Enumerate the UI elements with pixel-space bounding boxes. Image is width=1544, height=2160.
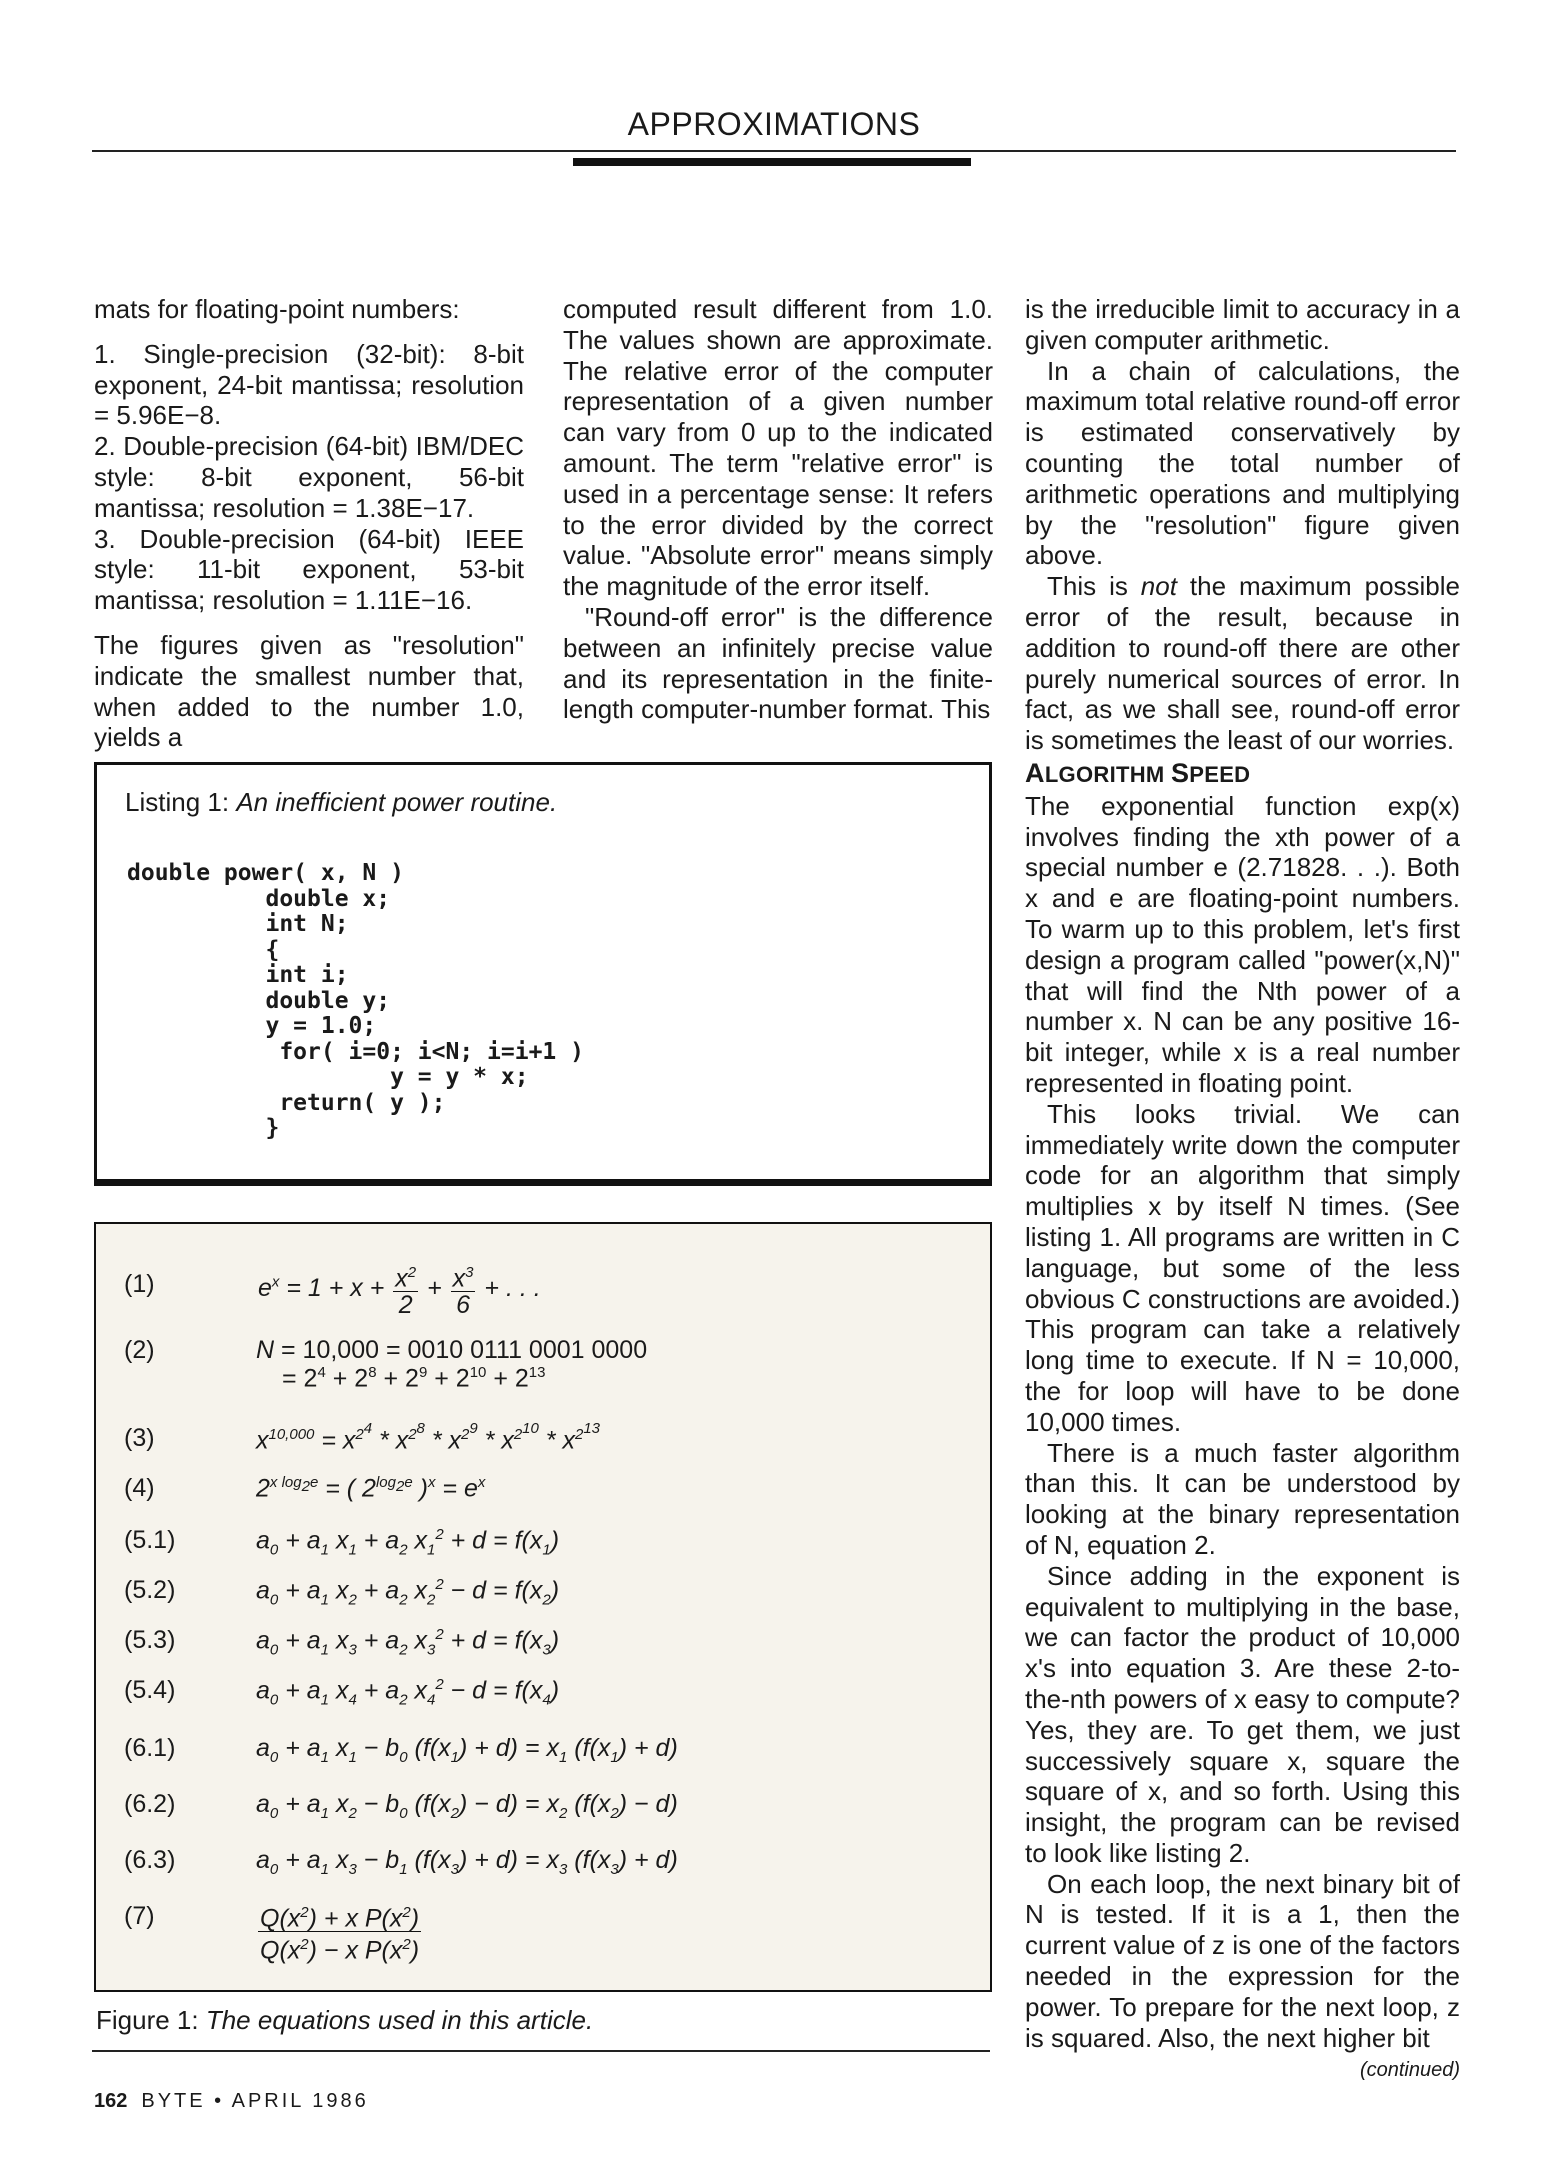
listing-code: double power( x, N ) double x; int N; { int i; double y; y = 1.0; for( i=0; i<N; i=i+1 ) y = y * x; return( y ); } [127,860,584,1141]
paragraph: This is not the maximum possible error of the result, because in addition to round-off there are other purely numerical sources of error. In fact, as we shall see, round-off error is sometimes the least of our worries. [1025,571,1460,756]
equation-number: (5.1) [124,1526,176,1554]
list-item: 1. Single-precision (32-bit): 8-bit exponent, 24-bit mantissa; resolution = 5.96E−8. [94,338,524,431]
continued-note: (continued) [1359,2059,1460,2082]
footer-rule [92,2050,990,2052]
column-4 [1025,758,1460,2086]
equation-number: (7) [124,1902,155,1930]
paragraph: "Round-off error" is the difference between an infinitely precise value and its representation in the finite-length computer-number format. This [563,601,993,725]
listing-1-box [94,762,992,1186]
emphasis: not [1140,571,1177,602]
publication-line: BYTE • APRIL 1986 [141,2090,369,2112]
paragraph: Since adding in the exponent is equivalent to multiplying in the base, we can factor the product of 10,000 x's into equation 3. Are these 2-to-the-nth powers of x easy to compute? Yes, they are. To get them, we just successively square x, square the square of x, and so forth. Using this insight, the program can be revised to look like listing 2. [1025,1560,1460,1868]
equation-number: (5.4) [124,1676,176,1704]
column-2 [563,294,993,725]
section-heading: ALGORITHM SPEED [1025,758,1251,788]
paragraph: computed result different from 1.0. The values shown are approximate. The relative error of the computer representation of a given number can vary from 0 up to the indicated amount. The term "relative error" is used in a percentage sense: It refers to the error divided by the correct value. "Absolute error" means simply the magnitude of the error itself. [563,294,993,602]
paragraph: The figures given as "resolution" indicate the smallest number that, when added to the number 1.0, yields a [94,629,524,753]
equation-number: (6.1) [124,1734,176,1762]
paragraph: is the irreducible limit to accuracy in a given computer arithmetic. [1025,294,1460,355]
figure-1-box: (1) $e^x = 1 + x$ + $\frac{x^2}{2}$ + $\frac{x^3}{6}$ + . . . (2) N = 10,000 = 0010 0111 0001 0000 = $2^4 + 2^8 + 2^9 + 2^{10} + 2^{13}$ (3) $x^{10,000} = x^{2^4} * x^{2^8} * x^{2^9} * x^{2^{10}} * x^{2^{13}}$ (4) $2^{x log_2e}$ = ( $2^{log_2e}$ )$^x = e^x$ (5.1) $a_0 + a_1$ $x_1 + a_2$ $x_1^2 + d = f(x_1)$ (5.2) $a_0 + a_1$ $x_2 + a_2$ $x_2^2 - d = f(x_2)$ (5.3) $a_0 + a_1$ $x_3 + a_2$ $x_3^2 + d = f(x_3)$ (5.4) $a_0 + a_1$ $x_4 + a_2$ $x_4^2 - d = f(x_4)$ (6.1) $a_0 + a_1$ $x_1 - b_0$ $(f(x_1) + d) = x_1$ $(f(x_1) + d)$ (6.2) $a_0 + a_1$ $x_2 - b_0$ $(f(x_2) - d) = x_2$ $(f(x_2) - d)$ (6.3) $a_0 + a_1$ $x_3 - b_1$ $(f(x_3) + d) = x_3$ $(f(x_3) + d)$ (7) $\frac{Q(x^2) + x P(x^2)}{Q(x^2) - x P(x^2)}$ [94,1222,992,1992]
page-number: 162 [94,2090,128,2112]
column-1 [94,294,524,753]
listing-caption: Listing 1: An inefficient power routine. [125,787,558,817]
paragraph: In a chain of calculations, the maximum total relative round-off error is estimated conservatively by counting the total number of arithmetic operations and multiplying by the "resolution" figure given above. [1025,355,1460,571]
column-3 [1025,294,1460,756]
paragraph: The exponential function exp(x) involves finding the xth power of a special number e (2.71828. . .). Both x and e are floating-point numbers. To warm up to this problem, let's first design a program called "power(x,N)" that will find the Nth power of a number x. N can be any positive 16-bit integer, while x is a real number represented in floating point. [1025,790,1460,1098]
equation-number: (6.2) [124,1790,176,1818]
paragraph: This looks trivial. We can immediately write down the computer code for an algorithm that simply multiplies x by itself N times. (See listing 1. All programs are written in C language, but some of the less obvious C constructions are avoided.) This program can take a relatively long time to execute. If N = 10,000, the for loop will have to be done 10,000 times. [1025,1098,1461,1437]
paragraph: On each loop, the next binary bit of N is tested. If it is a 1, then the current value of z is one of the factors needed in the expression for the power. To prepare for the next loop, z is squared. Also, the next higher bit [1025,1868,1460,2053]
paragraph: mats for floating-point numbers: [94,294,460,324]
list-item: 3. Double-precision (64-bit) IEEE style: 11-bit exponent, 53-bit mantissa; resolution = 1.11E−16. [94,523,524,616]
equation-number: (5.3) [124,1626,176,1654]
paragraph: There is a much faster algorithm than this. It can be understood by looking at the binary representation of N, equation 2. [1025,1437,1460,1560]
equation-number: (4) [124,1474,155,1502]
figure-caption: Figure 1: The equations used in this article. [96,2005,594,2035]
equation-number: (5.2) [124,1576,176,1604]
folio [94,2090,369,2113]
header-thick-rule [573,158,971,166]
running-head: APPROXIMATIONS [627,106,921,142]
header-rule [92,150,1456,152]
equation-number: (1) [124,1270,155,1298]
list-item: 2. Double-precision (64-bit) IBM/DEC style: 8-bit exponent, 56-bit mantissa; resolution = 1.38E−17. [94,431,524,523]
equation-number: (6.3) [124,1846,176,1874]
equation-number: (2) [124,1336,155,1364]
equation-number: (3) [124,1424,155,1452]
